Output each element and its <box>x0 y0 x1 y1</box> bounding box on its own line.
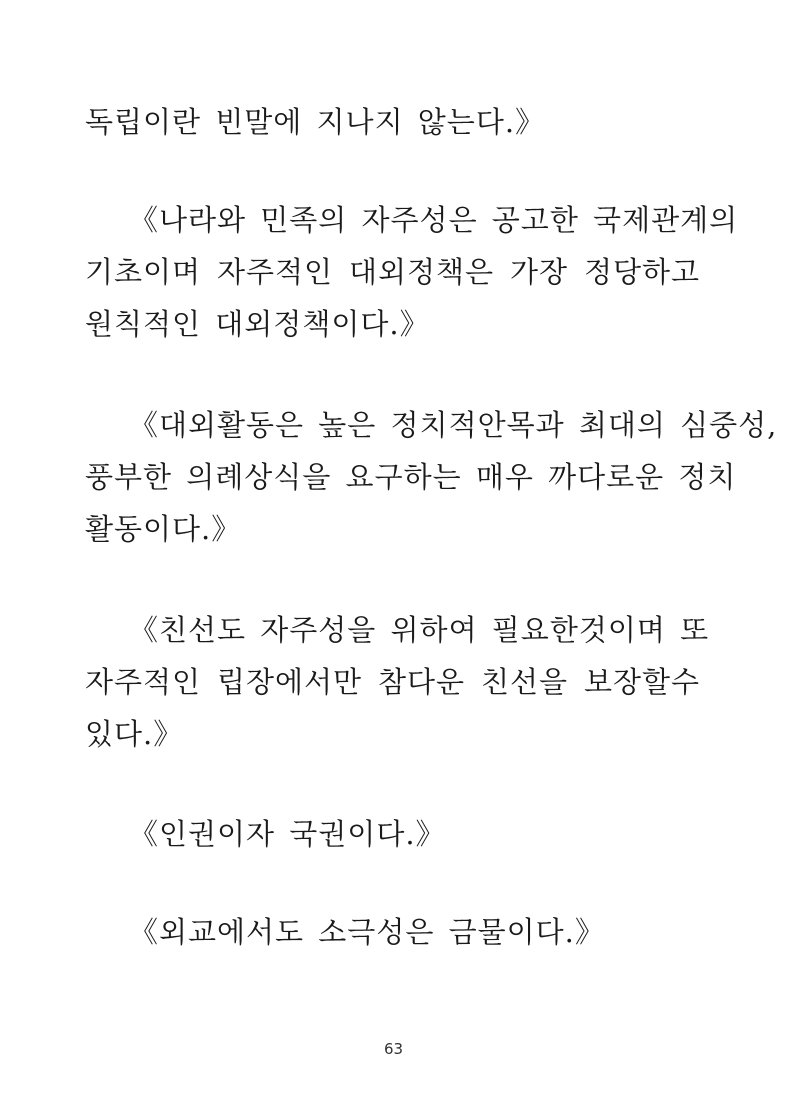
text-line: 《대외활동은 높은 정치적안목과 최대의 심중성, <box>129 408 778 442</box>
text-line: 있다.》 <box>85 717 184 751</box>
text-line: 풍부한 의례상식을 요구하는 매우 까다로운 정치 <box>85 460 737 494</box>
paragraph-1 <box>85 96 700 148</box>
text-line: 《친선도 자주성을 위하여 필요한것이며 또 <box>129 613 710 647</box>
paragraph-6 <box>85 906 700 958</box>
text-line: 독립이란 빈말에 지나지 않는다.》 <box>85 105 546 139</box>
text-line: 원칙적인 대외정책이다.》 <box>85 307 430 341</box>
text-line: 활동이다.》 <box>85 512 242 546</box>
text-line: 《나라와 민족의 자주성은 공고한 국제관계의 <box>129 203 739 237</box>
text-line: 《인권이자 국권이다.》 <box>129 817 446 851</box>
text-line: 《외교에서도 소극성은 금물이다.》 <box>129 915 605 949</box>
paragraph-5 <box>85 808 700 860</box>
paragraph-3 <box>85 399 778 555</box>
paragraph-2 <box>85 194 739 350</box>
paragraph-4 <box>85 604 710 760</box>
page-number: 63 <box>383 1040 404 1058</box>
text-line: 자주적인 립장에서만 참다운 친선을 보장할수 <box>85 665 700 699</box>
document-body <box>85 96 778 1008</box>
text-line: 기초이며 자주적인 대외정책은 가장 정당하고 <box>85 255 700 289</box>
